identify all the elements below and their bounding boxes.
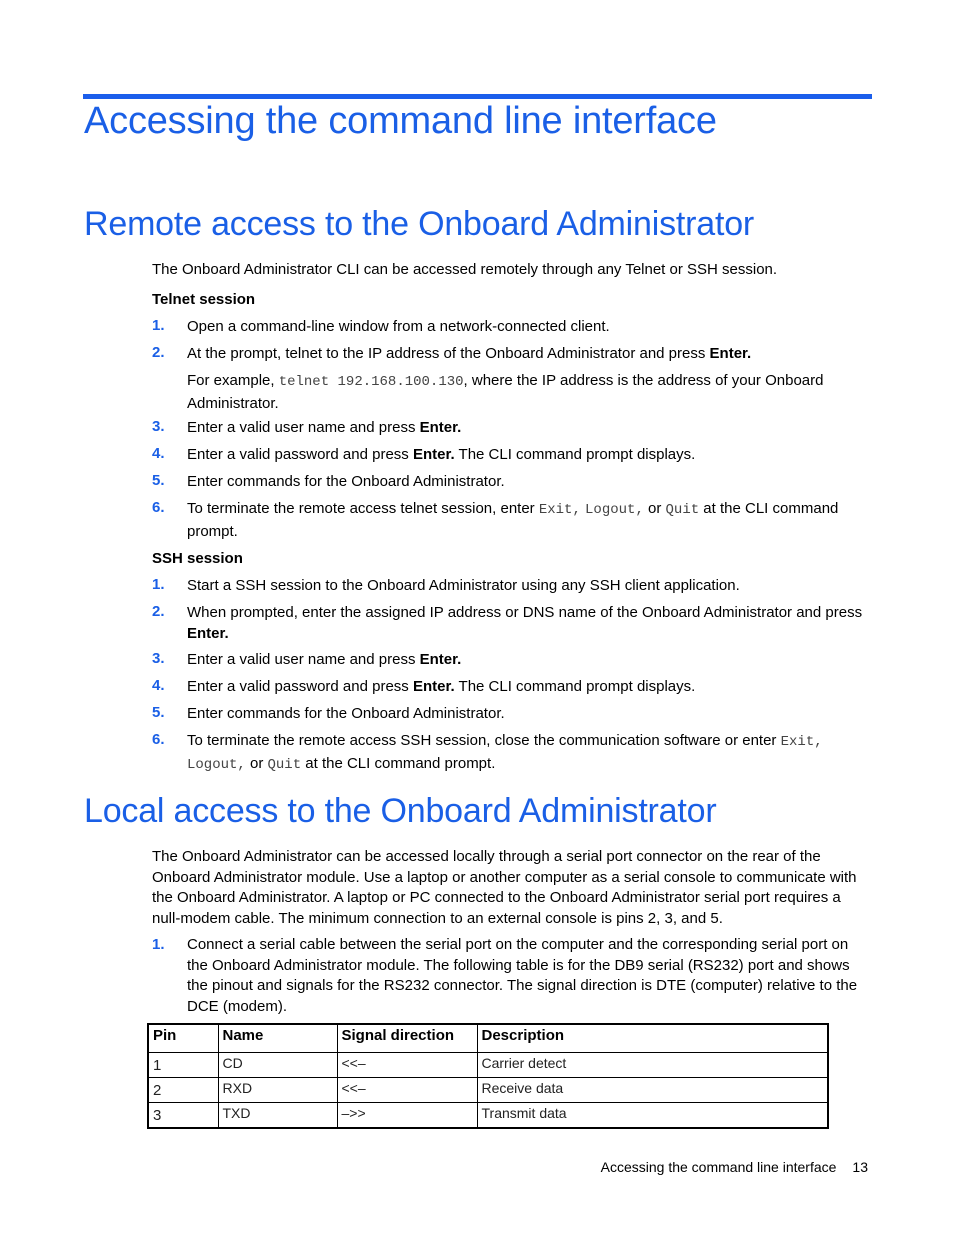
table-header-row: [148, 1024, 828, 1053]
telnet-step-2-example: For example, telnet 192.168.100.130, where the IP address is the address of your Onboard Administrator.: [187, 372, 824, 412]
step-number: 5.: [152, 704, 165, 721]
ssh-step-4: Enter a valid password and press Enter. The CLI command prompt displays.: [187, 678, 696, 695]
cell-name: RXD: [218, 1078, 337, 1103]
cell-pin: 3: [148, 1103, 218, 1129]
cell-pin: 1: [148, 1053, 218, 1078]
telnet-step-1: Open a command-line window from a network-connected client.: [187, 318, 610, 335]
footer-title: Accessing the command line interface: [600, 1159, 837, 1175]
cell-signal-direction: <<–: [337, 1053, 477, 1078]
table-row: [148, 1078, 828, 1103]
title-rule: [83, 94, 872, 99]
cell-description: Carrier detect: [477, 1053, 828, 1078]
cell-description: Transmit data: [477, 1103, 828, 1129]
remote-access-heading: Remote access to the Onboard Administrator: [84, 205, 755, 243]
ssh-step-3: Enter a valid user name and press Enter.: [187, 651, 462, 668]
ssh-step-6: To terminate the remote access SSH session, close the communication software or enter Exit, Logout, or Quit at the CLI command prompt.: [187, 732, 823, 773]
step-number: 3.: [152, 418, 165, 435]
step-number: 6.: [152, 499, 165, 516]
step-number: 4.: [152, 445, 165, 462]
table-row: [148, 1103, 828, 1129]
cell-signal-direction: <<–: [337, 1078, 477, 1103]
telnet-step-2: At the prompt, telnet to the IP address of the Onboard Administrator and press Enter.: [187, 345, 752, 362]
telnet-heading: Telnet session: [152, 291, 256, 308]
local-intro: The Onboard Administrator can be accessed locally through a serial port connector on the rear of the Onboard Administrator module. Use a laptop or another computer as a serial console to communicate with the Onboard Administrator. A laptop or PC connected to the Onboard Administrator serial port requires a null-modem cable. The minimum connection to an external console is pins 2, 3, and 5.: [152, 848, 857, 927]
page-number: 13: [852, 1159, 868, 1175]
header-name: Name: [218, 1024, 337, 1053]
pinout-table: [147, 1023, 829, 1129]
step-number: 3.: [152, 650, 165, 667]
step-number: 2.: [152, 603, 165, 620]
step-number: 6.: [152, 731, 165, 748]
remote-intro: The Onboard Administrator CLI can be accessed remotely through any Telnet or SSH session.: [152, 261, 778, 278]
telnet-command: telnet 192.168.100.130: [278, 374, 464, 390]
ssh-step-1: Start a SSH session to the Onboard Administrator using any SSH client application.: [187, 577, 740, 594]
cell-name: CD: [218, 1053, 337, 1078]
telnet-step-5: Enter commands for the Onboard Administrator.: [187, 473, 505, 490]
telnet-step-3: Enter a valid user name and press Enter.: [187, 419, 462, 436]
header-signal-direction: Signal direction: [337, 1024, 477, 1053]
step-number: 5.: [152, 472, 165, 489]
cell-description: Receive data: [477, 1078, 828, 1103]
step-number: 4.: [152, 677, 165, 694]
local-step-1: Connect a serial cable between the serial port on the computer and the corresponding serial port on the Onboard Administrator module. The following table is for the DB9 serial (RS232) port and shows the pinout and signals for the RS232 connector. The signal direction is DTE (computer) relative to the DCE (modem).: [187, 936, 858, 1015]
telnet-step-6: To terminate the remote access telnet session, enter Exit, Logout, or Quit at the CLI command prompt.: [187, 500, 839, 540]
step-number: 1.: [152, 317, 165, 334]
header-pin: Pin: [148, 1024, 218, 1053]
telnet-step-4: Enter a valid password and press Enter. The CLI command prompt displays.: [187, 446, 696, 463]
table-row: [148, 1053, 828, 1078]
ssh-step-5: Enter commands for the Onboard Administrator.: [187, 705, 505, 722]
cell-signal-direction: –>>: [337, 1103, 477, 1129]
cell-pin: 2: [148, 1078, 218, 1103]
local-access-heading: Local access to the Onboard Administrator: [84, 792, 717, 830]
cell-name: TXD: [218, 1103, 337, 1129]
page-title: Accessing the command line interface: [84, 100, 717, 142]
page-footer: [601, 1159, 868, 1175]
ssh-step-2: When prompted, enter the assigned IP address or DNS name of the Onboard Administrator and press Enter.: [187, 604, 863, 642]
ssh-heading: SSH session: [152, 550, 243, 567]
step-number: 1.: [152, 936, 165, 953]
step-number: 2.: [152, 344, 165, 361]
step-number: 1.: [152, 576, 165, 593]
header-description: Description: [477, 1024, 828, 1053]
